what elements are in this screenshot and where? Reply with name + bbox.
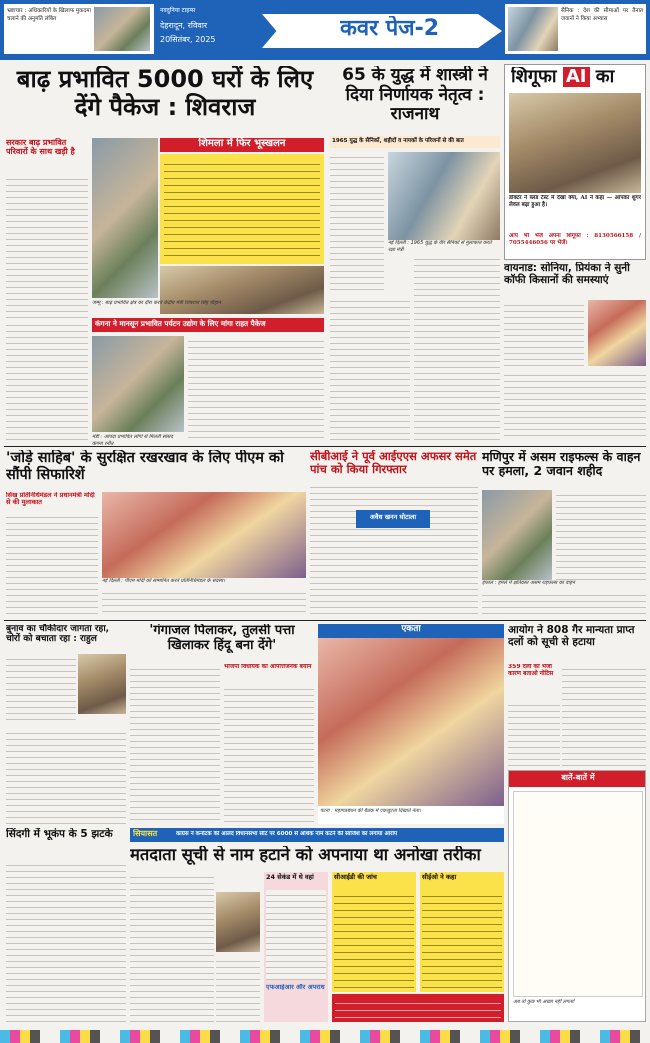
- cbi-headline: सीबीआई ने पूर्व आईएएस अफसर समेत पांच को किया गिरफ्तार: [310, 450, 477, 477]
- shastri-subhead-text: 1965 युद्ध के सैनिकों, शहीदों व नायकों के परिजनों से की बात: [332, 138, 464, 144]
- ekta-panel: [318, 624, 504, 824]
- date-text: 20सितंबर, 2025: [160, 35, 216, 44]
- wayanad-headline: वायनाड: सोनिया, प्रियंका ने सुनी कॉफी किसानों की समस्याएं: [504, 262, 630, 287]
- shigufa-photo: [509, 93, 641, 193]
- kangana-headline: कंगना ने मानसून प्रभावित पर्यटन उद्योग के लिए मांगा राहत पैकेज: [95, 319, 266, 328]
- shastri-caption: नई दिल्ली : 1965 युद्ध के वीर सैनिकों से मुलाकात करते रक्षा मंत्री: [388, 240, 492, 253]
- bottom-box-3-lines: [422, 890, 502, 988]
- rahul-headline: बुनाव का चौकीदार जागता रहा, चोरों को बचाता रहा : राहुल: [6, 624, 110, 645]
- left-teaser: [4, 4, 154, 54]
- ganga-headline: 'गंगाजल पिलाकर, तुलसी पत्ता खिलाकर हिंदू बना देंगे': [149, 624, 295, 653]
- divider-row2: [4, 620, 646, 621]
- lead-photo: [92, 138, 158, 298]
- shigufa-contact: आप भी भेजें अपना शिगूफा : 8130566158 / 7055446056 पर भेजें।: [509, 233, 641, 247]
- bottom-photo: [216, 892, 260, 952]
- ganga-body-2: [224, 684, 314, 824]
- lead-sidebar-body: [6, 174, 88, 318]
- cbi-inset: [356, 510, 430, 528]
- wayanad-body-2: [504, 370, 646, 440]
- bottom-box-2-title: सीआईडी की जांच: [334, 873, 377, 881]
- bottom-box-1-title: 24 सेकंड में थे वहां: [266, 873, 314, 881]
- color-strip: [0, 1030, 650, 1043]
- cbi-body: [310, 482, 478, 616]
- lead-summary-lines: [164, 158, 320, 260]
- jode-subhead: सिख प्रतिनिधिमंडल ने प्रधानमंत्री मोदी से की मुलाकात: [6, 492, 95, 507]
- shastri-photo: [388, 152, 500, 240]
- bottom-box-2: [332, 872, 416, 992]
- bottom-box-1: [264, 872, 328, 1022]
- baaten-caption: अब तो कुछ भी अच्छा नहीं लगता!: [513, 999, 576, 1005]
- eci-subhead: 359 दलों को भेजा कारण बताओ नोटिस: [508, 664, 554, 677]
- shastri-body-col1: [330, 152, 384, 292]
- baaten-panel: [508, 770, 646, 1022]
- divider-row1: [4, 446, 646, 447]
- kangana-photo: [92, 336, 184, 432]
- ganga-subhead: भाजपा विधायक का आपत्तिजनक बयान: [224, 664, 312, 670]
- rahul-photo: [78, 654, 126, 714]
- shastri-subhead: [330, 136, 500, 148]
- left-teaser-photo: [94, 7, 150, 51]
- lead-sidebar: [6, 138, 88, 318]
- manipur-caption: इंफाल : हमले में क्षतिग्रस्त असम राइफल्स का वाहन: [482, 580, 575, 586]
- bottom-box-1-lines: [266, 890, 326, 980]
- shastri-body-col2: [330, 296, 410, 440]
- wayanad-body-1: [504, 300, 584, 366]
- bottom-box-3-title: सीईओ ने कहा: [422, 873, 457, 881]
- lead-headline: बाढ़ प्रभावित 5000 घरों के लिए देंगे पैकेज : शिवराज: [16, 66, 314, 121]
- jode-body-bottom: [102, 588, 306, 616]
- jode-headline: 'जोड़े साहिब' के सुरक्षित रखरखाव के लिए पीएम को सौंपी सिफारिशें: [6, 450, 284, 483]
- rahul-body-1: [6, 654, 76, 724]
- manipur-body-2: [482, 590, 646, 616]
- eci-body-2: [508, 700, 560, 768]
- bottom-headline: मतदाता सूची से नाम हटाने को अपनाया था अनोखा तरीका: [130, 846, 481, 864]
- jode-caption: नई दिल्ली : पीएम मोदी को सम्मानित करते प्रतिनिधिमंडल के सदस्य।: [102, 578, 225, 584]
- shastri-headline: 65 के युद्ध में शास्त्री ने दिया निर्णायक नेतृत्व : राजनाथ: [342, 66, 488, 125]
- ekta-caption: पटना : महागठबंधन की बैठक में एकजुटता दिखाते नेता।: [320, 808, 421, 814]
- bottom-box-3: [420, 872, 504, 992]
- bottom-red-box: [332, 994, 504, 1022]
- ekta-photo: [318, 638, 504, 806]
- masthead: [0, 0, 650, 60]
- bottom-box-4-title: एफआईआर और अपराध: [266, 984, 325, 991]
- lead-sidebar-title: सरकार बाढ़ प्रभावित परिवारों के साथ खड़ी है: [6, 138, 75, 157]
- date-line: देहरादून, रविवार: [160, 21, 208, 30]
- manipur-photo: [482, 490, 552, 580]
- ganga-body-1: [130, 664, 220, 824]
- baaten-cartoon: [513, 791, 643, 997]
- eci-body: [562, 664, 646, 768]
- bottom-kicker-line: कांग्रेस ने कर्नाटक की आलंद विधानसभा सीट पर 6000 से अधिक नाम कटने की साजिश का लगाया आरोप: [176, 831, 398, 837]
- bottom-box-2-lines: [334, 890, 414, 988]
- wayanad-photo: [588, 300, 646, 366]
- bottom-red-box-lines: [335, 997, 501, 1019]
- right-teaser-photo: [508, 7, 558, 51]
- right-teaser: [505, 4, 646, 54]
- sindhi-headline: सिंदगी में भूकंप के 5 झटके: [6, 828, 113, 840]
- baaten-banner: [509, 771, 646, 787]
- shigufa-title-suffix: का: [595, 67, 615, 87]
- lead-summary-box: [160, 154, 324, 264]
- bottom-kicker: सियासत: [133, 829, 158, 838]
- section-title: कवर पेज-2: [340, 16, 440, 41]
- kangana-body: [188, 336, 324, 440]
- cbi-inset-text: अवैध खनन घोटाला: [369, 513, 417, 521]
- shigufa-joke: डॉक्टर ने ब्लड टेस्ट में देखा क्या, AI ने कहा — आपका शुगर लेवल बढ़ा हुआ है।: [509, 195, 641, 209]
- lead-subhead-text: शिमला में फिर भूस्खलन: [198, 138, 286, 149]
- manipur-body-1: [556, 490, 646, 580]
- rahul-body-2: [6, 728, 126, 824]
- bottom-body-1: [130, 872, 214, 1022]
- shigufa-ai-badge: AI: [563, 67, 590, 87]
- lead-photo-2: [160, 266, 324, 314]
- edition-label: नवदुनिया टाइम्स: [160, 7, 196, 14]
- shigufa-title: [511, 67, 641, 88]
- bottom-kicker-bar: [130, 828, 504, 842]
- manipur-headline: मणिपुर में असम राइफल्स के वाहन पर हमला, 2 जवान शहीद: [482, 450, 641, 479]
- lead-body-left: [6, 320, 88, 440]
- sindhi-body: [6, 860, 126, 1022]
- jode-body-left: [6, 512, 98, 616]
- bottom-body-2: [216, 956, 260, 1022]
- kangana-caption: मंडी : आपदा प्रभावित लोगों से मिलतीं सांसद कंगना रनौत: [92, 434, 173, 447]
- left-teaser-text: भ्रष्टाचार : अधिकारियों के खिलाफ मुकदमा चलाने की अनुमति लंबित: [7, 8, 91, 22]
- ekta-banner: [318, 624, 504, 638]
- shigufa-box: [504, 64, 646, 260]
- lead-photo-caption: जम्मू : बाढ़ प्रभावित क्षेत्र का दौरा करते केंद्रीय मंत्री शिवराज सिंह चौहान: [92, 300, 221, 306]
- lead-subhead-box: [160, 138, 324, 152]
- ekta-label: एकता: [401, 624, 421, 634]
- shigufa-title-word: शिगूफा: [511, 67, 557, 87]
- kangana-headline-box: [92, 318, 324, 332]
- baaten-label: बातें-बातें में: [561, 773, 595, 782]
- shastri-body-col3: [414, 254, 500, 440]
- eci-headline: आयोग ने 808 गैर मान्यता प्राप्त दलों को सूची से हटाया: [508, 624, 635, 649]
- right-teaser-text: सैनिक : देश की सीमाओं पर तैनात जवानों ने किया अभ्यास: [561, 8, 643, 22]
- jode-photo: [102, 492, 306, 578]
